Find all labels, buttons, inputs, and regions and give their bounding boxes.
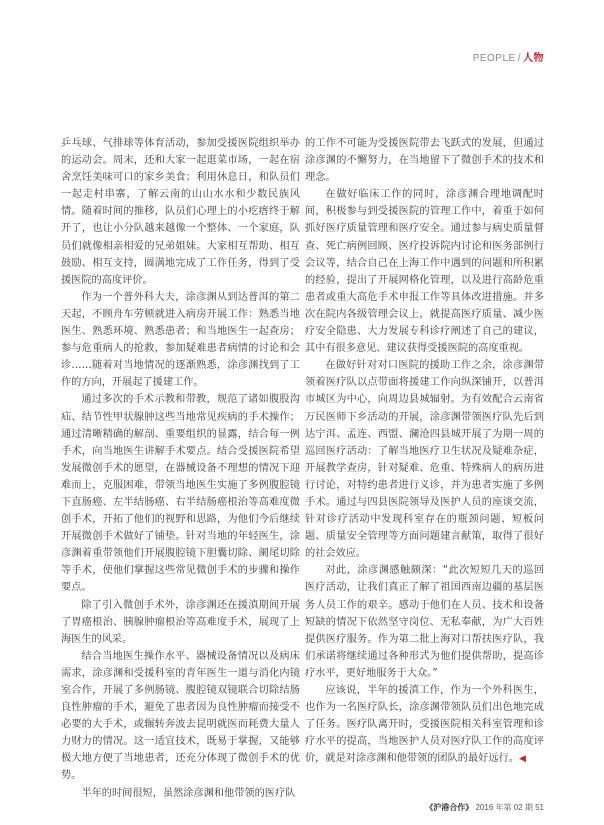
section-label-zh: 人物 (523, 53, 544, 64)
right-column (305, 135, 544, 768)
paragraph: 结合当地医生操作水平、器械设备情况以及病床需求，涂彦渊和受援科室的青年医生一道与消化内镜室合作，开展了多例肠镜、腹腔镜双镜联合切除结肠良性肿瘤的手术，避免了患者因为良性肿瘤而接受不必要的大手术，或辗转奔波去昆明就医而耗费大量人力财力的情况。这一适宜技术，既易于掌握，又能够极大地方便了当地患者，还充分体现了微创手术的优势。 (61, 650, 300, 782)
page-header (473, 49, 544, 64)
article-end-marker-icon: ◀ (518, 754, 526, 765)
paragraph-final (305, 682, 544, 768)
paragraph: 除了引入微创手术外，涂彦渊还在援滇期间开展了胃癌根治、胰腺肿瘤根治等高难度手术，展现了上海医生的风采。 (61, 599, 300, 645)
magazine-title: 《沪港合作》 (425, 803, 474, 812)
paragraph: 在做好针对对口医院的援助工作之余，涂彦渊带领着医疗队以点带面将援建工作向纵深铺开，以普洱市城区为中心，向周边县城辐射。为有效配合云南省万民医师下乡活动的开展，涂彦渊带领医疗队先后到达宁洱、孟连、西盟、澜沧四县城开展了为期一周的巡回医疗活动：了解当地医疗卫生状况及疑难杂症，开展教学查房，针对疑难、危重、特殊病人的病历进行讨论，对特约患者进行义诊，并为患者实施了多例手术。通过与四县医院领导及医护人员的座谈交流，针对诊疗活动中发现科室存在的瓶颈问题、短板问题、质量安全管理等方面问题建言献策，取得了很好的社会效应。 (305, 360, 544, 560)
final-paragraph-text: 应该说，半年的援滇工作，作为一个外科医生，也作为一名医疗队长，涂彦渊带领队员们出色地完成了任务。医疗队离开时，受援医院相关科室管理和诊疗水平的提高，当地医护人员对医疗队工作的高度评价，就是对涂彦渊和他带领的团队的最好远行。 (305, 685, 544, 765)
paragraph: 通过多次的手术示教和带教，规范了诸如腹股沟疝、结节性甲状腺肿这些当地常见疾病的手术操作；通过清晰精确的解剖、重要组织的显露，结合每一例手术，向当地医生讲解手术要点。结合受援医院希望发展微创手术的愿望，在器械设备不理想的情况下迎难而上，克服困难，带领当地医生实施了多例腹腔镜下直肠癌、左半结肠癌、右半结肠癌根治等高难度微创手术，开拓了他们的视野和思路，为他们今后继续开展微创手术做好了铺垫。针对当地的年轻医生，涂彦渊着重带领他们开展腹腔镜下胆囊切除、阑尾切除等手术，使他们掌握这些常见微创手术的步骤和操作要点。 (61, 394, 300, 594)
page-footer (425, 802, 544, 813)
paragraph: 乒乓球、气排球等体育活动，参加受援医院组织举办的运动会。周末，还和大家一起逛菜市场，一起在宿舍烹饪美味可口的家乡美食；利用休息日，和队员们一起走村串寨，了解云南的山山水水和少数民族风情。随着时间的推移，队员们心理上的小疙瘩终于解开了，也让小分队越来越像一个整体、一个家庭，队员们就像相亲相爱的兄弟姐妹。大家相互帮助、相互鼓励、相互支持，圆满地完成了工作任务，得到了受援医院的高度评价。 (61, 138, 300, 286)
section-separator: / (517, 53, 521, 64)
left-column (61, 135, 300, 802)
paragraph: 作为一个普外科大夫，涂彦渊从到达普洱的第二天起，不顾舟车劳顿就进入病房开展工作：熟悉当地医生、熟悉环境、熟悉患者；和当地医生一起查房；参与危重病人的抢救，参加疑难患者病情的讨论和会诊……随着对当地情况的逐渐熟悉，涂彦渊找到了工作的方向，开展起了援建工作。 (61, 291, 300, 389)
paragraph: 的工作不可能为受援医院带去飞跃式的发展，但通过涂彦渊的不懈努力，在当地留下了微创手术的技术和理念。 (305, 138, 544, 184)
section-label-en: PEOPLE (472, 53, 516, 64)
issue-label: 2016 年第 02 期 (475, 803, 533, 812)
paragraph: 在做好临床工作的同时，涂彦渊合理地调配时间，积极参与到受援医院的管理工作中，着重于如何抓好医疗质量管理和医疗安全。通过参与病史质量督查、死亡病例回顾、医疗投诉院内讨论和医务部例行会议等，结合自己在上海工作中遇到的问题和所积累的经验，提出了开展网格化管理，以及进行高龄危重患者或重大高危手术申报工作等具体改进措施。并多次在院内各级管理会议上，就提高医疗质量、减少医疗安全隐患、大力发展专科诊疗阐述了自己的建议，其中有很多意见、建议获得受援医院的高度重视。 (305, 189, 544, 355)
page-number: 51 (535, 803, 544, 812)
paragraph: 半年的时间很短，虽然涂彦渊和他带领的医疗队 (81, 787, 296, 799)
paragraph: 对此，涂彦渊感触颇深：“此次短短几天的巡回医疗活动，让我们真正了解了祖国西南边疆的基层医务人员工作的艰辛。感动于他们在人员、技术和设备短缺的情况下依然坚守岗位、无私奉献，为广大百姓提供医疗服务。作为第二批上海对口帮扶医疗队，我们承诺将继续通过各种形式为他们提供帮助，提高诊疗水平，更好地服务于大众。” (305, 565, 544, 679)
